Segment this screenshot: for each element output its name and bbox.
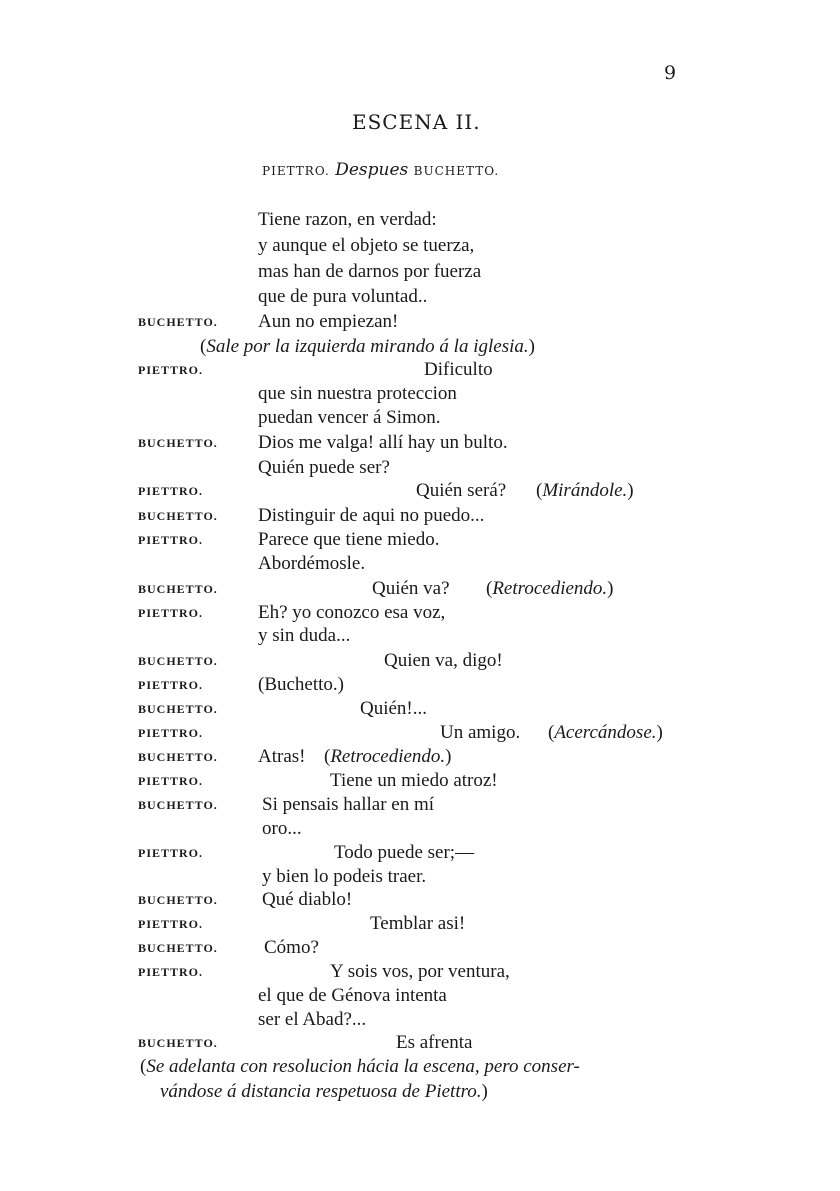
speaker-label: PIETTRO. xyxy=(138,363,204,377)
speaker-label: BUCHETTO. xyxy=(138,798,218,812)
verse-text: el que de Génova intenta xyxy=(258,985,447,1006)
stage-direction: (Mirándole.) xyxy=(536,480,634,501)
stage-direction: (Sale por la izquierda mirando á la iglesia.) xyxy=(200,336,535,357)
verse-text: Tiene razon, en verdad: xyxy=(258,209,437,230)
verse-text: y aunque el objeto se tuerza, xyxy=(258,235,475,256)
verse-text: Quién va? xyxy=(372,578,450,599)
verse-text: Quién!... xyxy=(360,698,428,719)
speaker-label: BUCHETTO. xyxy=(138,436,218,450)
speaker-label: PIETTRO. xyxy=(138,484,204,498)
speaker-label: PIETTRO. xyxy=(138,678,204,692)
speaker-label: PIETTRO. xyxy=(138,606,204,620)
stage-direction: (Retrocediendo.) xyxy=(324,746,452,767)
speaker-label: BUCHETTO. xyxy=(138,702,218,716)
stage-direction: vándose á distancia respetuosa de Piettro.) xyxy=(160,1081,488,1102)
speaker-label: PIETTRO. xyxy=(138,965,204,979)
speaker-label: BUCHETTO. xyxy=(138,750,218,764)
speaker-label: BUCHETTO. xyxy=(138,315,218,329)
verse-text: Distinguir de aqui no puedo... xyxy=(258,505,485,526)
speaker-label: BUCHETTO. xyxy=(138,509,218,523)
verse-text: (Buchetto.) xyxy=(258,674,345,695)
speaker-label: PIETTRO. xyxy=(138,533,204,547)
page-number: 9 xyxy=(664,62,677,84)
stage-direction: (Acercándose.) xyxy=(548,722,663,743)
verse-text: puedan vencer á Simon. xyxy=(258,407,441,428)
speaker-label: BUCHETTO. xyxy=(138,941,218,955)
verse-text: Quién será? xyxy=(416,480,507,501)
speaker-label: PIETTRO. xyxy=(138,917,204,931)
verse-text: que de pura voluntad.. xyxy=(258,286,428,307)
verse-text: Quién puede ser? xyxy=(258,457,390,478)
verse-text: Dios me valga! allí hay un bulto. xyxy=(258,432,508,453)
verse-text: Es afrenta xyxy=(396,1032,473,1053)
verse-text: mas han de darnos por fuerza xyxy=(258,261,482,282)
verse-text: oro... xyxy=(262,818,302,839)
speaker-label: PIETTRO. xyxy=(138,846,204,860)
verse-text: ser el Abad?... xyxy=(258,1009,367,1030)
verse-text: Temblar asi! xyxy=(370,913,466,934)
verse-text: y sin duda... xyxy=(258,625,351,646)
speaker-label: PIETTRO. xyxy=(138,774,204,788)
scene-title: ESCENA II. xyxy=(352,110,481,134)
dramatis-personae xyxy=(262,160,499,180)
dramatis-connector: Despues xyxy=(335,160,409,180)
verse-text: Dificulto xyxy=(424,359,493,380)
speaker-label: PIETTRO. xyxy=(138,726,204,740)
verse-text: Eh? yo conozco esa voz, xyxy=(258,602,446,623)
verse-text: Y sois vos, por ventura, xyxy=(330,961,510,982)
speaker-label: BUCHETTO. xyxy=(138,1036,218,1050)
speaker-label: BUCHETTO. xyxy=(138,582,218,596)
character-buchetto: BUCHETTO. xyxy=(413,164,500,178)
verse-text: y bien lo podeis traer. xyxy=(262,866,427,887)
verse-text: Cómo? xyxy=(264,937,319,958)
verse-text: Abordémosle. xyxy=(258,553,366,574)
verse-text: Un amigo. xyxy=(440,722,521,743)
stage-direction: (Se adelanta con resolucion hácia la escena, pero conser- xyxy=(140,1056,580,1077)
speaker-label: BUCHETTO. xyxy=(138,893,218,907)
character-piettro: PIETTRO. xyxy=(262,164,330,178)
verse-text: Atras! xyxy=(258,746,306,767)
verse-text: Qué diablo! xyxy=(262,889,353,910)
speaker-label: BUCHETTO. xyxy=(138,654,218,668)
verse-text: Tiene un miedo atroz! xyxy=(330,770,498,791)
verse-text: Parece que tiene miedo. xyxy=(258,529,440,550)
verse-text: Si pensais hallar en mí xyxy=(262,794,435,815)
verse-text: Todo puede ser;— xyxy=(334,842,475,863)
stage-direction: (Retrocediendo.) xyxy=(486,578,614,599)
verse-text: que sin nuestra proteccion xyxy=(258,383,457,404)
verse-text: Quien va, digo! xyxy=(384,650,503,671)
verse-text: Aun no empiezan! xyxy=(258,311,399,332)
